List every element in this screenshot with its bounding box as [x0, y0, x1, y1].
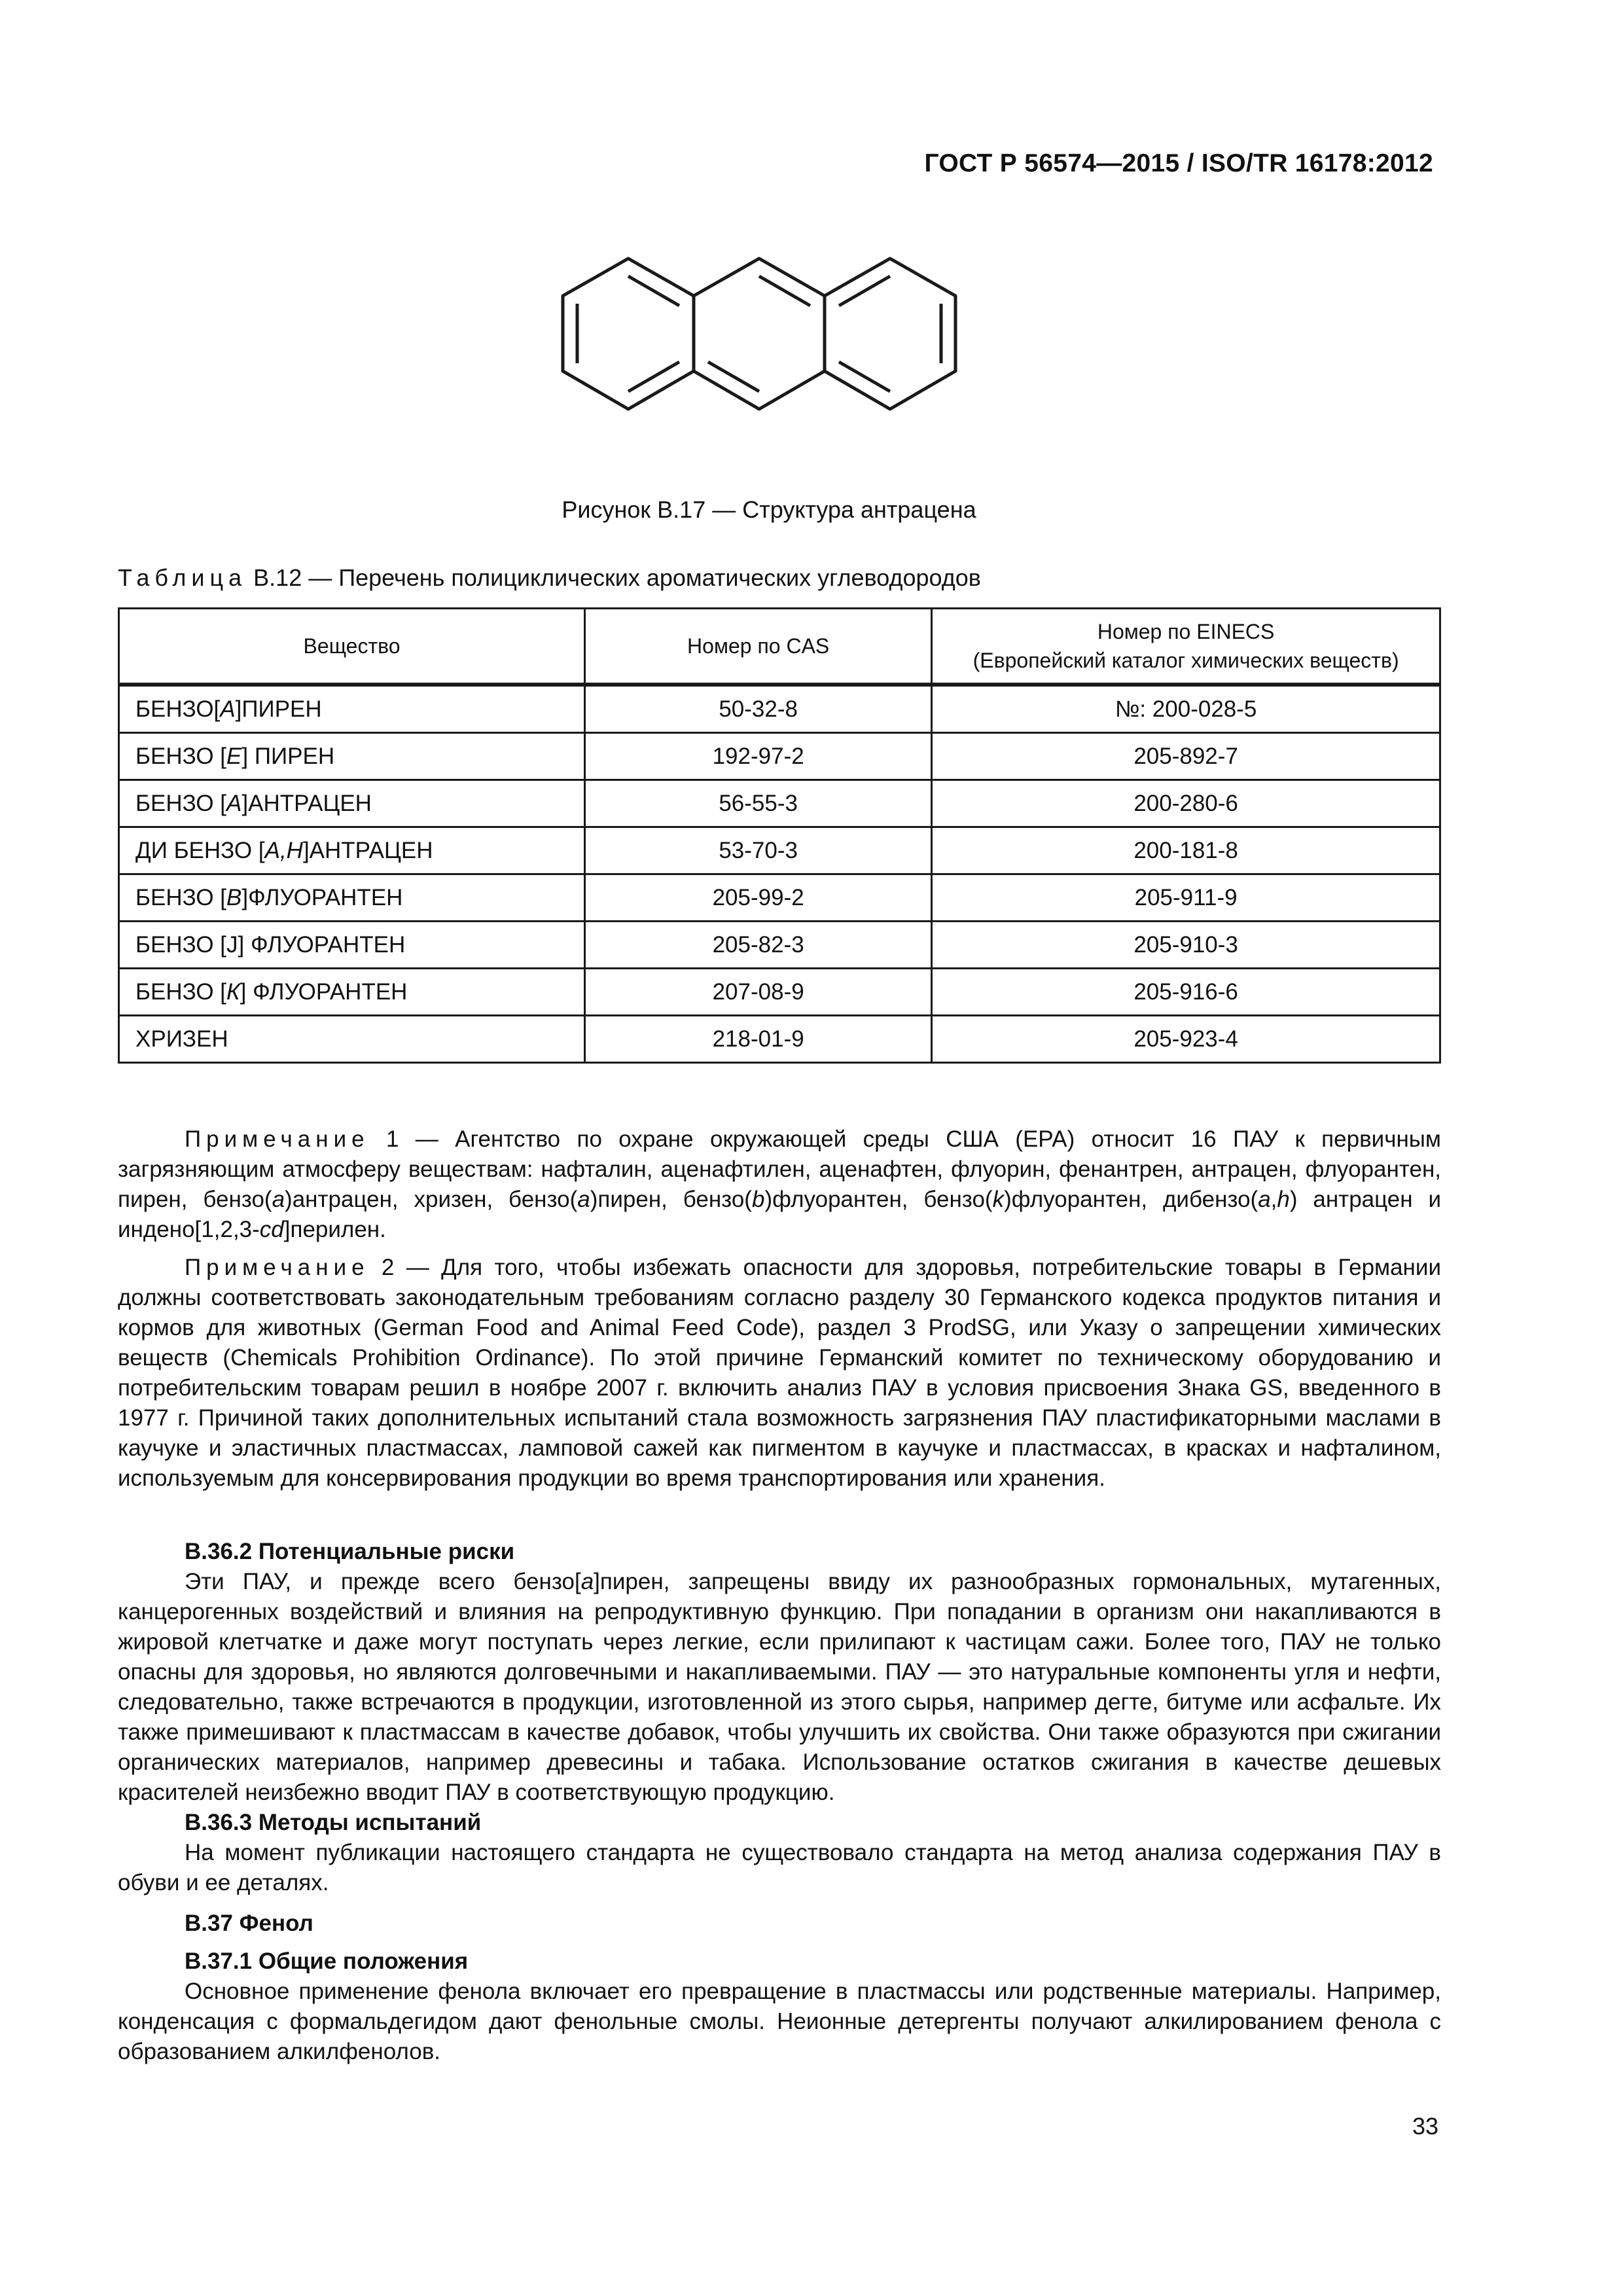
heading-b36-3: В.36.3 Методы испытаний — [185, 1810, 482, 1835]
cell-substance: БЕНЗО[А]ПИРЕН — [119, 686, 585, 733]
cell-cas: 207-08-9 — [585, 969, 932, 1016]
cell-substance: БЕНЗО [В]ФЛУОРАНТЕН — [119, 874, 585, 922]
table-row — [119, 969, 1440, 1016]
note-1: Примечание 1 — Агентство по охране окружающей среды США (ЕРА) относит 16 ПАУ к первичным загрязняющим атмосферу веществам: нафталин, аценафтилен, аценафтен, флуорин, фенантрен, антрацен, флуорантен, пирен, бензо(а)антрацен, хризен, бензо(а)пирен, бензо(b)флуорантен, бензо(k)флуорантен, дибензо(a,h) антрацен и индено[1,2,3-cd]перилен. — [118, 1126, 1442, 1242]
cell-substance: БЕНЗО [J] ФЛУОРАНТЕН — [119, 922, 585, 969]
cell-substance: БЕНЗО [Е] ПИРЕН — [119, 733, 585, 780]
table-row — [119, 922, 1440, 969]
table-row — [119, 874, 1440, 922]
cell-cas: 205-99-2 — [585, 874, 932, 922]
cell-einecs: 205-923-4 — [932, 1016, 1440, 1063]
cell-einecs: 205-892-7 — [932, 733, 1440, 780]
document-header: ГОСТ Р 56574—2015 / ISO/TR 16178:2012 — [924, 149, 1433, 177]
figure-caption: Рисунок В.17 — Структура антрацена — [562, 496, 976, 523]
table-caption-label: Таблица — [118, 564, 247, 591]
heading-b37-1: В.37.1 Общие положения — [185, 1948, 469, 1974]
header-cas: Номер по CAS — [585, 609, 932, 684]
cell-cas: 56-55-3 — [585, 780, 932, 827]
table-row — [119, 733, 1440, 780]
notes-block — [118, 1124, 1441, 1494]
table-row — [119, 780, 1440, 827]
cell-cas: 53-70-3 — [585, 827, 932, 874]
cell-substance: БЕНЗО [К] ФЛУОРАНТЕН — [119, 969, 585, 1016]
cell-einecs: 205-910-3 — [932, 922, 1440, 969]
header-substance: Вещество — [119, 609, 585, 684]
cell-substance: ДИ БЕНЗО [А,Н]АНТРАЦЕН — [119, 827, 585, 874]
table-caption-text: В.12 — Перечень полициклических ароматических углеводородов — [247, 564, 981, 591]
header-einecs-line1: Номер по EINECS — [1097, 620, 1275, 643]
paragraph-b36-2: Эти ПАУ, и прежде всего бензо[а]пирен, запрещены ввиду их разнообразных гормональных, мутагенных, канцерогенных воздействий и влияния на репродуктивную функцию. При попадании в организм они накапливаются в жировой клетчатке и даже могут поступать через легкие, если прилипают к частицам сажи. Более того, ПАУ не только опасны для здоровья, но являются долговечными и накапливаемыми. ПАУ — это натуральные компоненты угля и нефти, следовательно, также встречаются в продукции, изготовленной из этого сырья, например дегте, битуме или асфальте. Их также примешивают к пластмассам в качестве добавок, чтобы улучшить их свойства. Они также образуются при сжигании органических материалов, например древесины и табака. Использование остатков сжигания в качестве дешевых красителей неизбежно вводит ПАУ в соответствующую продукцию. — [118, 1569, 1441, 1805]
cell-einecs: 200-280-6 — [932, 780, 1440, 827]
header-einecs-line2: (Европейский каталог химических веществ) — [972, 649, 1399, 672]
cell-substance: БЕНЗО [А]АНТРАЦЕН — [119, 780, 585, 827]
note-2: Примечание 2 — Для того, чтобы избежать опасности для здоровья, потребительские товары в Германии должны соответствовать законодательным требованиям согласно разделу 30 Германского кодекса продуктов питания и кормов для животных (German Food and Animal Feed Code), раздел 3 ProdSG, или Указу о запрещении химических веществ (Chemicals Prohibition Ordinance). По этой причине Германский комитет по техническому оборудованию и потребительским товарам решил в ноябре 2007 г. включить анализ ПАУ в условия присвоения Знака GS, введенного в 1977 г. Причиной таких дополнительных испытаний стала возможность загрязнения ПАУ пластификаторными маслами в каучуке и эластичных пластмассах, ламповой сажей как пигментом в каучуке и пластмассах, в красках и нафталином, используемым для консервирования продукции во время транспортирования или хранения. — [118, 1255, 1441, 1491]
cell-einecs: 200-181-8 — [932, 827, 1440, 874]
cell-cas: 205-82-3 — [585, 922, 932, 969]
section-b36-2 — [118, 1537, 1441, 2067]
cell-einecs: 205-916-6 — [932, 969, 1440, 1016]
page-number: 33 — [1412, 2113, 1438, 2140]
cell-einecs: 205-911-9 — [932, 874, 1440, 922]
paragraph-b36-3: На момент публикации настоящего стандарта не существовало стандарта на метод анализа содержания ПАУ в обуви и ее деталях. — [118, 1840, 1441, 1895]
cell-cas: 218-01-9 — [585, 1016, 932, 1063]
table-header-row — [119, 609, 1440, 684]
table-caption — [118, 564, 981, 592]
header-einecs — [932, 609, 1440, 684]
cell-einecs: №: 200-028-5 — [932, 686, 1440, 733]
table-row — [119, 686, 1440, 733]
paragraph-b37-1: Основное применение фенола включает его превращение в пластмассы или родственные материалы. Например, конденсация с формальдегидом дают фенольные смолы. Неионные детергенты получают алкилированием фенола с образованием алкилфенолов. — [118, 1979, 1441, 2064]
cell-cas: 50-32-8 — [585, 686, 932, 733]
table-row — [119, 1016, 1440, 1063]
pah-table — [118, 607, 1441, 1064]
cell-substance: ХРИЗЕН — [119, 1016, 585, 1063]
table-row — [119, 827, 1440, 874]
anthracene-structure-image — [537, 249, 1021, 445]
cell-cas: 192-97-2 — [585, 733, 932, 780]
heading-b36-2: В.36.2 Потенциальные риски — [185, 1539, 515, 1564]
heading-b37: В.37 Фенол — [185, 1910, 313, 1936]
